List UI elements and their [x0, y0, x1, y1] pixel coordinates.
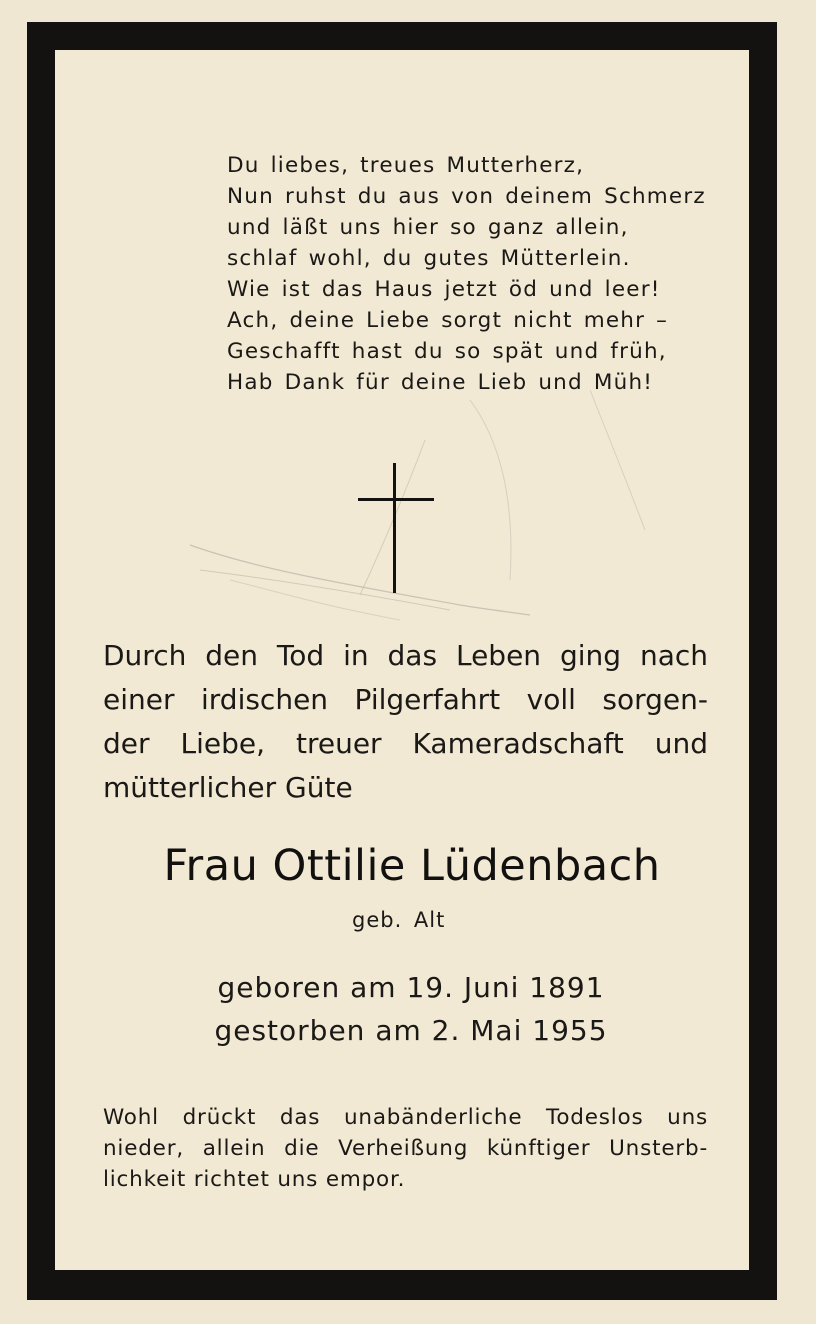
poem-line: Nun ruhst du aus von deinem Schmerz — [227, 184, 706, 209]
intro-line: Durch den Tod in das Leben ging nach — [103, 639, 708, 672]
deceased-name: Frau Ottilie Lüdenbach — [163, 841, 661, 891]
closing-text — [103, 1102, 708, 1195]
closing-line: lichkeit richtet uns empor. — [103, 1167, 406, 1192]
life-dates — [0, 966, 816, 1052]
cross-icon — [358, 463, 434, 593]
poem-line: Du liebes, treues Mutterherz, — [227, 153, 585, 178]
death-date: gestorben am 2. Mai 1955 — [214, 1014, 608, 1047]
birth-date: geboren am 19. Juni 1891 — [217, 971, 605, 1004]
poem-line: Ach, deine Liebe sorgt nicht mehr – — [227, 308, 669, 333]
poem — [227, 150, 727, 398]
intro-line: der Liebe, treuer Kameradschaft und — [103, 727, 708, 760]
poem-line: schlaf wohl, du gutes Mütterlein. — [227, 246, 631, 271]
maiden-name: geb. Alt — [352, 908, 446, 932]
poem-line: Geschafft hast du so spät und früh, — [227, 339, 667, 364]
poem-line: Hab Dank für deine Lieb und Müh! — [227, 370, 654, 395]
intro-line: mütterlicher Güte — [103, 771, 353, 804]
closing-line: nieder, allein die Verheißung künftiger Unsterb- — [103, 1136, 708, 1161]
obituary-intro — [103, 634, 708, 810]
poem-line: und läßt uns hier so ganz allein, — [227, 215, 629, 240]
closing-line: Wohl drückt das unabänderliche Todeslos uns — [103, 1105, 708, 1130]
poem-line: Wie ist das Haus jetzt öd und leer! — [227, 277, 661, 302]
intro-line: einer irdischen Pilgerfahrt voll sorgen- — [103, 683, 708, 716]
